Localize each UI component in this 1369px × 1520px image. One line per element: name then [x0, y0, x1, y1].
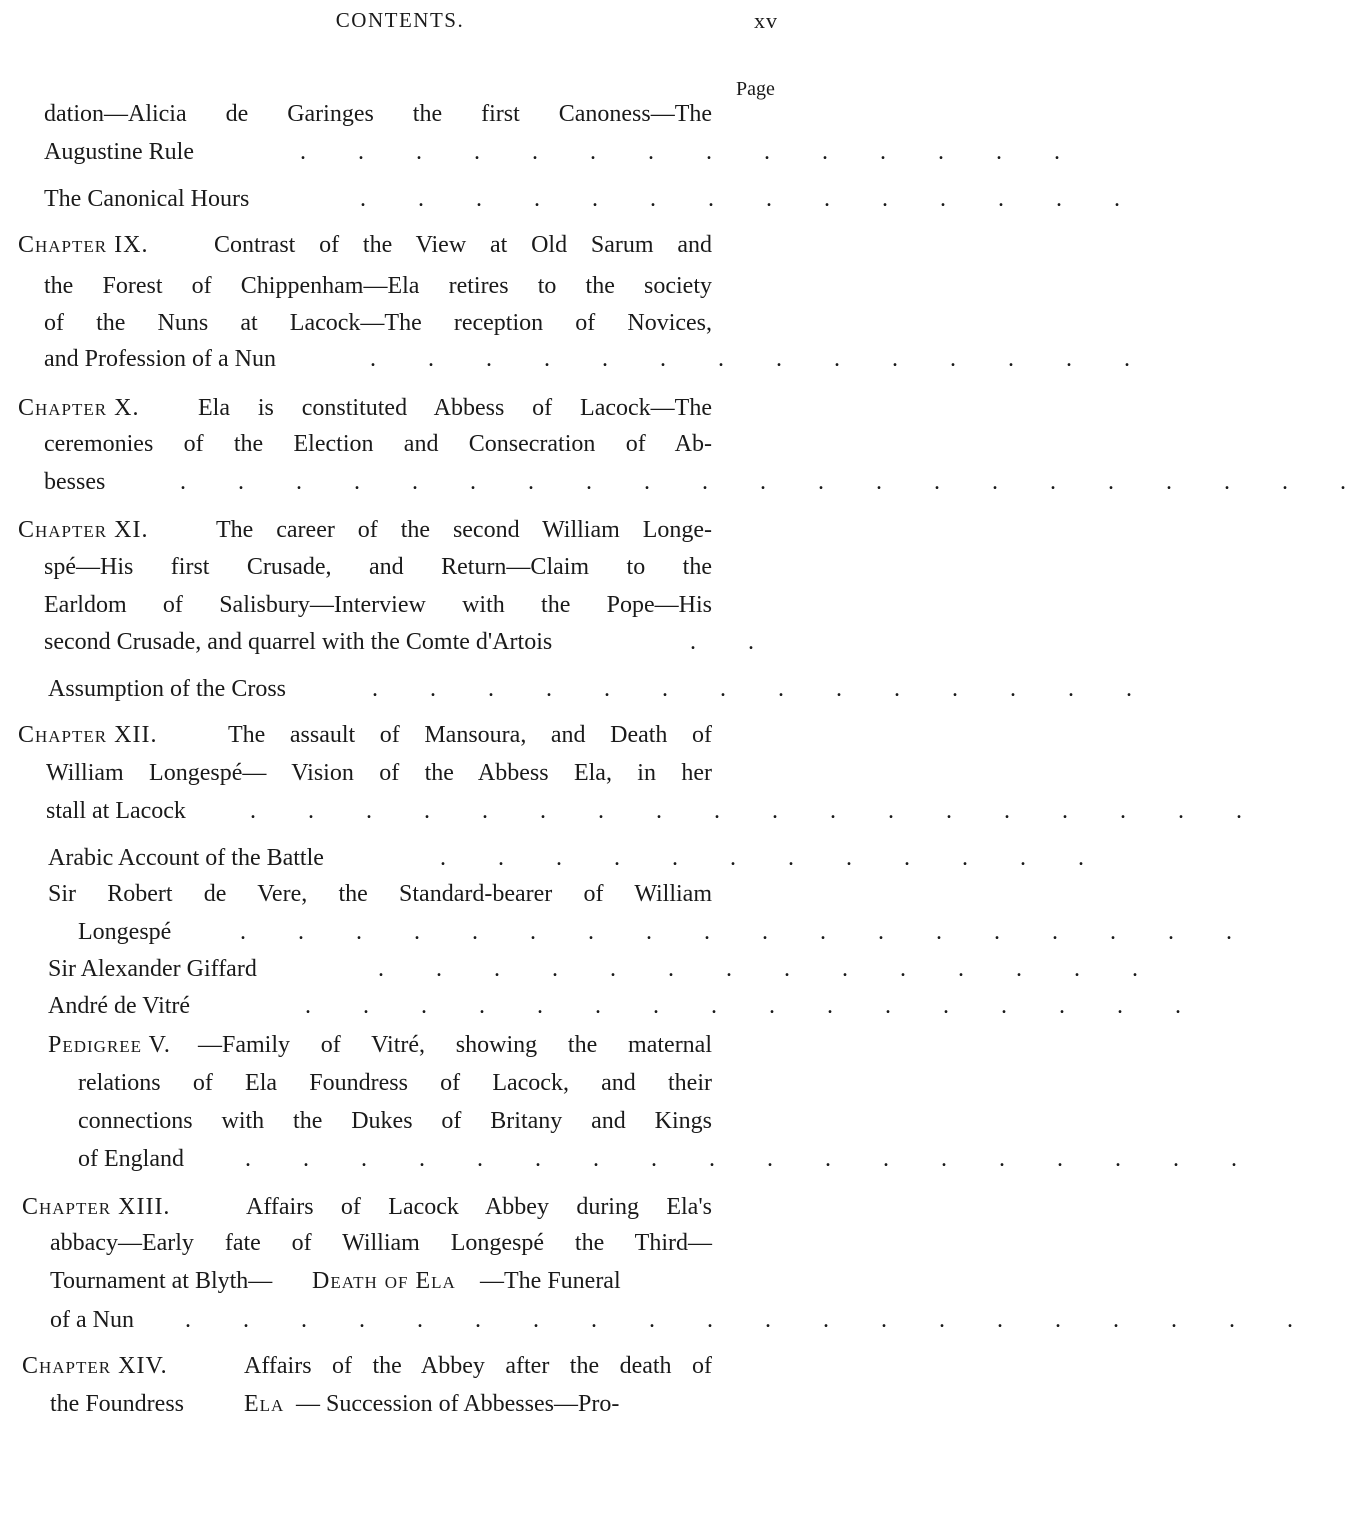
- page-column-label: Page: [736, 78, 775, 100]
- dot-leader: . . . . . . . . . . . . . .: [360, 186, 1143, 212]
- toc-line-text: William Longespé— Vision of the Abbess Ela, in her: [46, 760, 712, 786]
- dot-leader: . . . . . . . . . . . . . .: [300, 139, 1083, 165]
- toc-line-text: Contrast of the View at Old Sarum and: [214, 232, 712, 258]
- dot-leader: . . . . . . . . . . . . . .: [370, 346, 1153, 372]
- dot-leader: . . . . . . . . . . . . . . . . . .: [240, 919, 1255, 945]
- toc-line-text: dation—Alicia de Garinges the first Canoness—The: [44, 101, 712, 127]
- toc-line-text: the Forest of Chippenham—Ela retires to the society: [44, 273, 712, 299]
- toc-line-text: and Profession of a Nun: [44, 346, 276, 372]
- toc-line-text: second Crusade, and quarrel with the Comte d'Artois: [44, 629, 553, 655]
- dot-leader: . . . . . . . . . . . . . . . . . .: [250, 798, 1265, 824]
- toc-line-text: Augustine Rule: [44, 139, 194, 165]
- toc-line-text: Affairs of Lacock Abbey during Ela's: [246, 1194, 712, 1220]
- chapter-label: Chapter XIII.: [22, 1194, 171, 1220]
- pedigree-label: Pedigree V.: [48, 1032, 171, 1058]
- toc-line-text: The career of the second William Longe-: [216, 517, 712, 543]
- toc-line-text: relations of Ela Foundress of Lacock, and their: [78, 1070, 712, 1096]
- toc-line-text: Assumption of the Cross: [48, 676, 287, 702]
- dot-leader: . . . . . . . . . . . . . . . . . . . .: [185, 1307, 1316, 1333]
- toc-line-text: The Canonical Hours: [44, 186, 250, 212]
- toc-line-text: spé—His first Crusade, and Return—Claim to the: [44, 554, 712, 580]
- toc-line-text: connections with the Dukes of Britany and Kings: [78, 1108, 712, 1134]
- toc-line-text: — Succession of Abbesses—Pro-: [296, 1391, 620, 1417]
- chapter-label: Chapter IX.: [18, 232, 149, 258]
- toc-line-text: André de Vitré: [48, 993, 191, 1019]
- toc-line-text: Longespé: [78, 919, 172, 945]
- toc-line-text: Tournament at Blyth—: [50, 1268, 273, 1294]
- emphasis-text: Ela: [244, 1391, 285, 1417]
- toc-line-text: Arabic Account of the Battle: [48, 845, 324, 871]
- toc-line-text: of England: [78, 1146, 184, 1172]
- chapter-label: Chapter X.: [18, 395, 140, 421]
- toc-line-text: Affairs of the Abbey after the death of: [244, 1353, 712, 1379]
- chapter-label: Chapter XII.: [18, 722, 158, 748]
- toc-line-text: Earldom of Salisbury—Interview with the Pope—His: [44, 592, 712, 618]
- toc-line-text: Sir Robert de Vere, the Standard-bearer of William: [48, 881, 712, 907]
- dot-leader: . . . . . . . . . . . . . .: [378, 956, 1161, 982]
- dot-leader: . . . . . . . . . . . .: [440, 845, 1107, 871]
- toc-line-text: —The Funeral: [480, 1268, 621, 1294]
- running-head-page-number: xv: [754, 8, 778, 33]
- dot-leader: . . . . . . . . . . . . . . . . . .: [245, 1146, 1260, 1172]
- toc-line-text: of a Nun: [50, 1307, 134, 1333]
- toc-line-text: Sir Alexander Giffard: [48, 956, 257, 982]
- chapter-label: Chapter XIV.: [22, 1353, 168, 1379]
- toc-line-text: the Foundress: [50, 1391, 184, 1417]
- running-head-title: CONTENTS.: [335, 8, 465, 32]
- toc-line-text: stall at Lacock: [46, 798, 186, 824]
- dot-leader: . .: [690, 629, 777, 655]
- toc-line-text: besses: [44, 469, 106, 495]
- dot-leader: . . . . . . . . . . . . . . . . . . . . .: [180, 469, 1369, 495]
- toc-line-text: —Family of Vitré, showing the maternal: [198, 1032, 712, 1058]
- chapter-label: Chapter XI.: [18, 517, 149, 543]
- toc-line-text: The assault of Mansoura, and Death of: [228, 722, 712, 748]
- dot-leader: . . . . . . . . . . . . . . . .: [305, 993, 1204, 1019]
- toc-line-text: Ela is constituted Abbess of Lacock—The: [198, 395, 712, 421]
- toc-line-text: ceremonies of the Election and Consecration of Ab-: [44, 431, 712, 457]
- emphasis-text: Death of Ela: [312, 1268, 456, 1294]
- toc-line-text: abbacy—Early fate of William Longespé the Third—: [50, 1230, 712, 1256]
- toc-line-text: of the Nuns at Lacock—The reception of Novices,: [44, 310, 712, 336]
- dot-leader: . . . . . . . . . . . . . .: [372, 676, 1155, 702]
